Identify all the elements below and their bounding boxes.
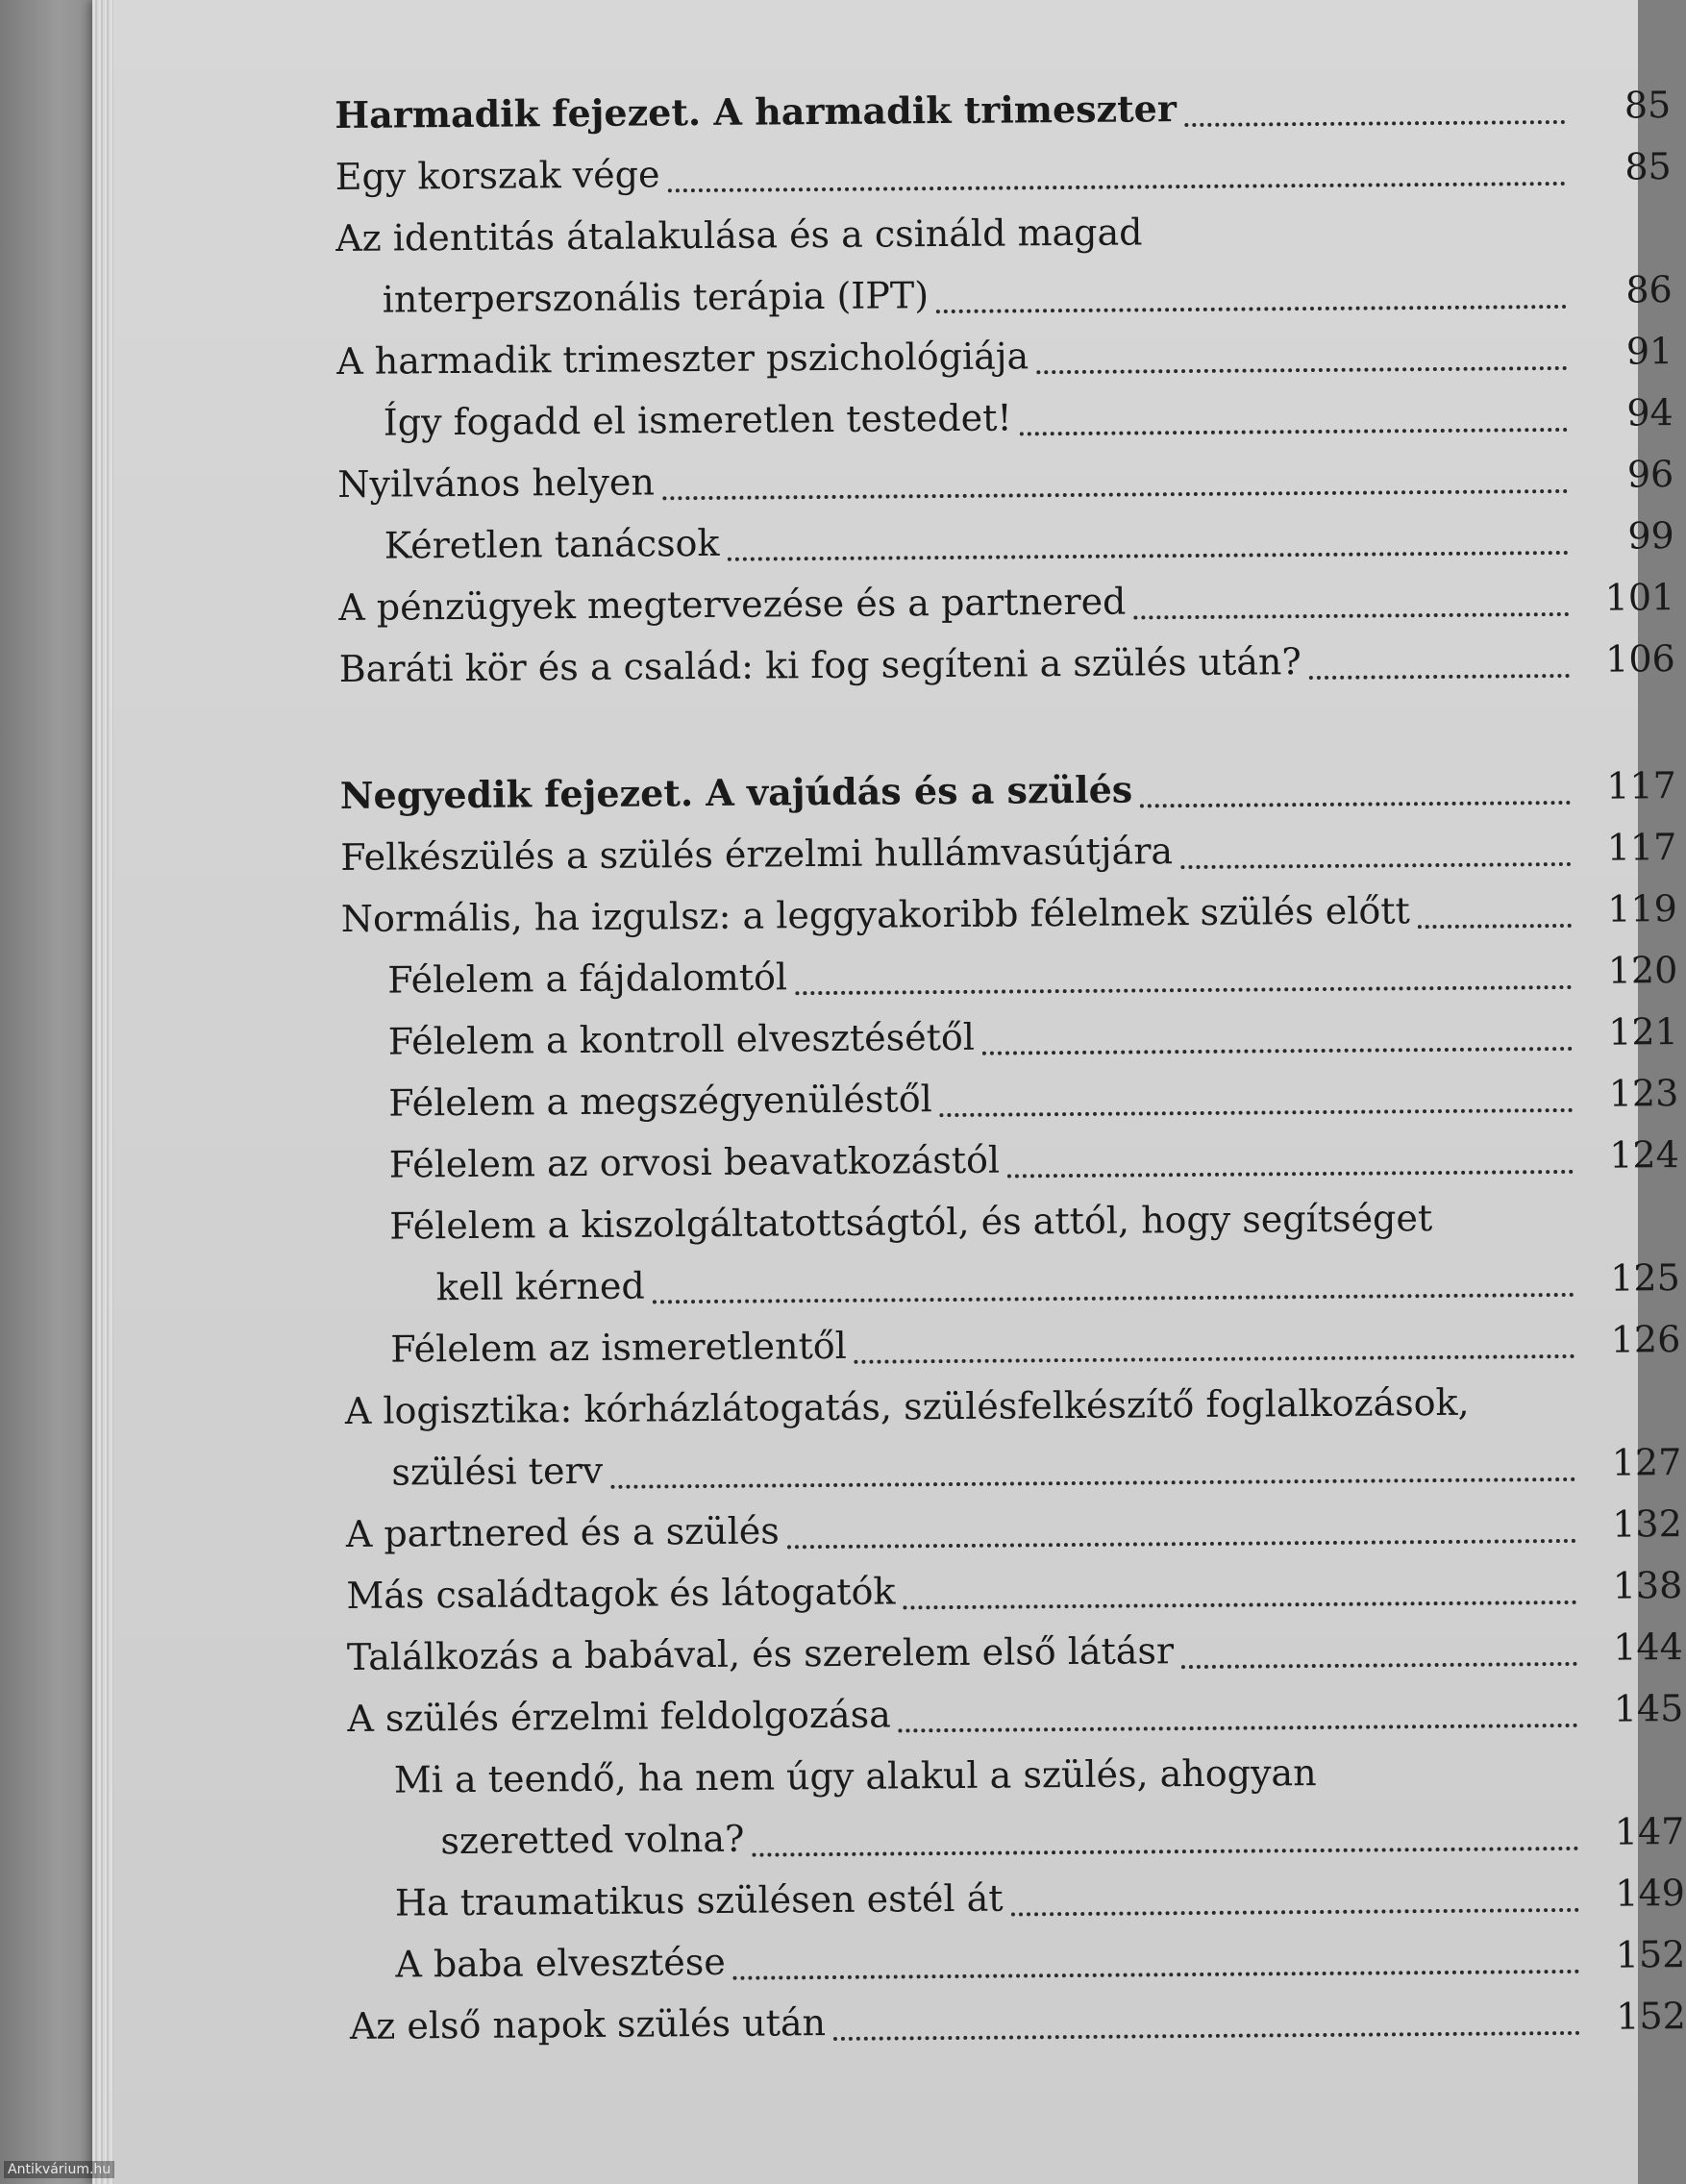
toc-entry-title: Normális, ha izgulsz: a leggyakoribb félelmek szülés előtt: [340, 889, 1411, 940]
dot-leader: [733, 1970, 1580, 1980]
toc-entry-title: Ha traumatikus szülésen estél át: [394, 1876, 1004, 1924]
toc-entry: [347, 1677, 1683, 1750]
dot-leader: [1309, 674, 1570, 680]
table-of-contents: [335, 74, 1686, 2057]
toc-entry-title: Az első napok szülés után: [349, 2001, 827, 2048]
toc-page-number: 96: [1626, 453, 1674, 496]
toc-entry-title: Félelem a fájdalomtól: [387, 956, 788, 1002]
toc-entry-title: Más családtagok és látogatók: [346, 1570, 896, 1617]
toc-section-part3: [335, 74, 1675, 700]
toc-entry-title-line1: Félelem a kiszolgáltatottságtól, és attól, hogy segítséget: [389, 1197, 1433, 1248]
toc-entry: [340, 816, 1676, 888]
dot-leader: [795, 985, 1572, 995]
toc-page-number: 99: [1627, 514, 1674, 558]
toc-page-number: 144: [1613, 1626, 1683, 1669]
toc-entry-title: szeretted volna?: [440, 1817, 745, 1863]
toc-entry: [388, 1001, 1678, 1073]
toc-entry: [389, 1124, 1679, 1196]
dot-leader: [610, 1477, 1575, 1489]
dot-leader: [940, 1108, 1574, 1117]
toc-entry-title-line1: A logisztika: kórházlátogatás, szülésfelkészítő foglalkozások,: [344, 1380, 1470, 1432]
toc-heading-title: Harmadik fejezet. A harmadik trimeszter: [335, 87, 1178, 136]
toc-entry-title-line1: Mi a teendő, ha nem úgy alakul a szülés, ahogyan: [393, 1751, 1317, 1801]
toc-page-number: 147: [1614, 1810, 1685, 1853]
toc-entry: [335, 136, 1672, 208]
toc-entry: [338, 566, 1674, 638]
toc-entry-title: A szülés érzelmi feldolgozása: [347, 1693, 891, 1740]
dot-leader: [1418, 924, 1572, 929]
toc-entry-title: A baba elvesztése: [395, 1940, 726, 1986]
toc-page-number: 117: [1606, 764, 1676, 807]
toc-entry-title: Félelem az orvosi beavatkozástól: [388, 1138, 1001, 1186]
dot-leader: [1180, 862, 1571, 869]
toc-page-number: 145: [1613, 1687, 1684, 1730]
toc-entry-title: interperszonális terápia (IPT): [382, 274, 930, 321]
toc-page-number: 121: [1608, 1010, 1678, 1054]
toc-page-number: 126: [1610, 1318, 1681, 1361]
toc-page-number: 94: [1626, 391, 1674, 434]
toc-entry: [383, 259, 1673, 331]
toc-entry-title: Kéretlen tanácsok: [384, 521, 720, 567]
toc-section-part4: [340, 755, 1686, 2057]
toc-entry-title: Találkozás a babával, és szerelem első látásr: [346, 1629, 1175, 1678]
dot-leader: [936, 305, 1567, 313]
toc-entry: [390, 1308, 1680, 1380]
toc-page-number: 85: [1624, 84, 1672, 127]
dot-leader: [1181, 1662, 1577, 1669]
toc-entry: [440, 1800, 1684, 1872]
dot-leader: [787, 1539, 1576, 1549]
toc-heading-title: Negyedik fejezet. A vajúdás és a szülés: [339, 767, 1133, 817]
toc-page-number: 86: [1625, 268, 1673, 311]
toc-page-number: 152: [1615, 1933, 1686, 1976]
dot-leader: [1184, 120, 1565, 127]
toc-entry: [436, 1247, 1680, 1318]
dot-leader: [753, 1847, 1579, 1857]
toc-entry-title: Baráti kör és a család: ki fog segíteni a szülés után?: [338, 640, 1302, 690]
toc-entry: [395, 1923, 1685, 1996]
toc-page-number: 123: [1608, 1072, 1679, 1115]
toc-entry-title: kell kérned: [435, 1264, 645, 1309]
dot-leader: [855, 1354, 1575, 1364]
dot-leader: [1036, 366, 1567, 374]
toc-entry: [388, 1062, 1678, 1134]
book-page: [113, 0, 1686, 2184]
toc-page-number: 117: [1606, 826, 1677, 869]
toc-page-number: 91: [1625, 330, 1674, 373]
toc-entry: [346, 1493, 1682, 1565]
toc-page-number: 119: [1607, 887, 1677, 931]
toc-page-number: 101: [1604, 576, 1675, 619]
toc-entry-title: Félelem a megszégyenüléstől: [388, 1078, 932, 1125]
toc-page-number: 138: [1612, 1564, 1683, 1607]
toc-entry: [337, 443, 1674, 515]
dot-leader: [982, 1047, 1573, 1055]
toc-entry: [395, 1862, 1685, 1934]
toc-entry: [336, 320, 1673, 392]
toc-entry-title-line1: Az identitás átalakulása és a csináld magad: [335, 211, 1143, 260]
toc-page-number: 149: [1615, 1872, 1685, 1915]
toc-entry-title: Félelem a kontroll elvesztésétől: [387, 1015, 976, 1063]
toc-entry: [341, 878, 1677, 950]
toc-entry-title: Így fogadd el ismeretlen testedet!: [383, 396, 1012, 444]
toc-page-number: 152: [1616, 1995, 1686, 2038]
dot-leader: [899, 1724, 1578, 1733]
toc-entry: [347, 1616, 1683, 1688]
toc-heading: [340, 755, 1676, 827]
toc-entry: [391, 1431, 1681, 1503]
toc-entry-title: Felkészülés a szülés érzelmi hullámvasútjára: [340, 830, 1174, 879]
dot-leader: [728, 551, 1569, 561]
dot-leader: [1134, 612, 1570, 620]
toc-page-number: 124: [1609, 1133, 1679, 1177]
toc-entry-title: Félelem az ismeretlentől: [390, 1324, 847, 1371]
toc-page-number: 127: [1611, 1441, 1682, 1484]
toc-entry-title: A pénzügyek megtervezése és a partnered: [338, 580, 1127, 629]
dot-leader: [1020, 428, 1568, 435]
toc-entry: [384, 505, 1674, 577]
toc-entry: [387, 939, 1677, 1011]
watermark: Antikvárium.hu: [4, 2161, 114, 2178]
dot-leader: [1007, 1170, 1574, 1179]
toc-entry-title: A partnered és a szülés: [345, 1509, 780, 1555]
toc-heading: [335, 74, 1671, 146]
toc-page-number: 132: [1612, 1502, 1682, 1546]
toc-entry-title: A harmadik trimeszter pszichológiája: [336, 335, 1029, 383]
dot-leader: [1140, 801, 1571, 808]
dot-leader: [904, 1601, 1577, 1610]
toc-entry: [350, 1985, 1686, 2057]
toc-page-number: 125: [1610, 1256, 1680, 1300]
dot-leader: [668, 182, 1566, 192]
dot-leader: [833, 2031, 1580, 2041]
toc-page-number: 120: [1607, 949, 1678, 992]
dot-leader: [662, 489, 1568, 500]
toc-entry-title: Nyilvános helyen: [337, 460, 656, 506]
toc-page-number: 85: [1624, 145, 1672, 188]
toc-entry-title: szülési terv: [391, 1449, 604, 1494]
dot-leader: [1011, 1908, 1579, 1917]
dot-leader: [653, 1293, 1574, 1304]
toc-entry-title: Egy korszak vége: [335, 153, 660, 198]
toc-entry: [346, 1554, 1682, 1626]
toc-page-number: 106: [1605, 637, 1675, 681]
toc-entry: [384, 382, 1674, 454]
toc-entry: [339, 628, 1675, 700]
